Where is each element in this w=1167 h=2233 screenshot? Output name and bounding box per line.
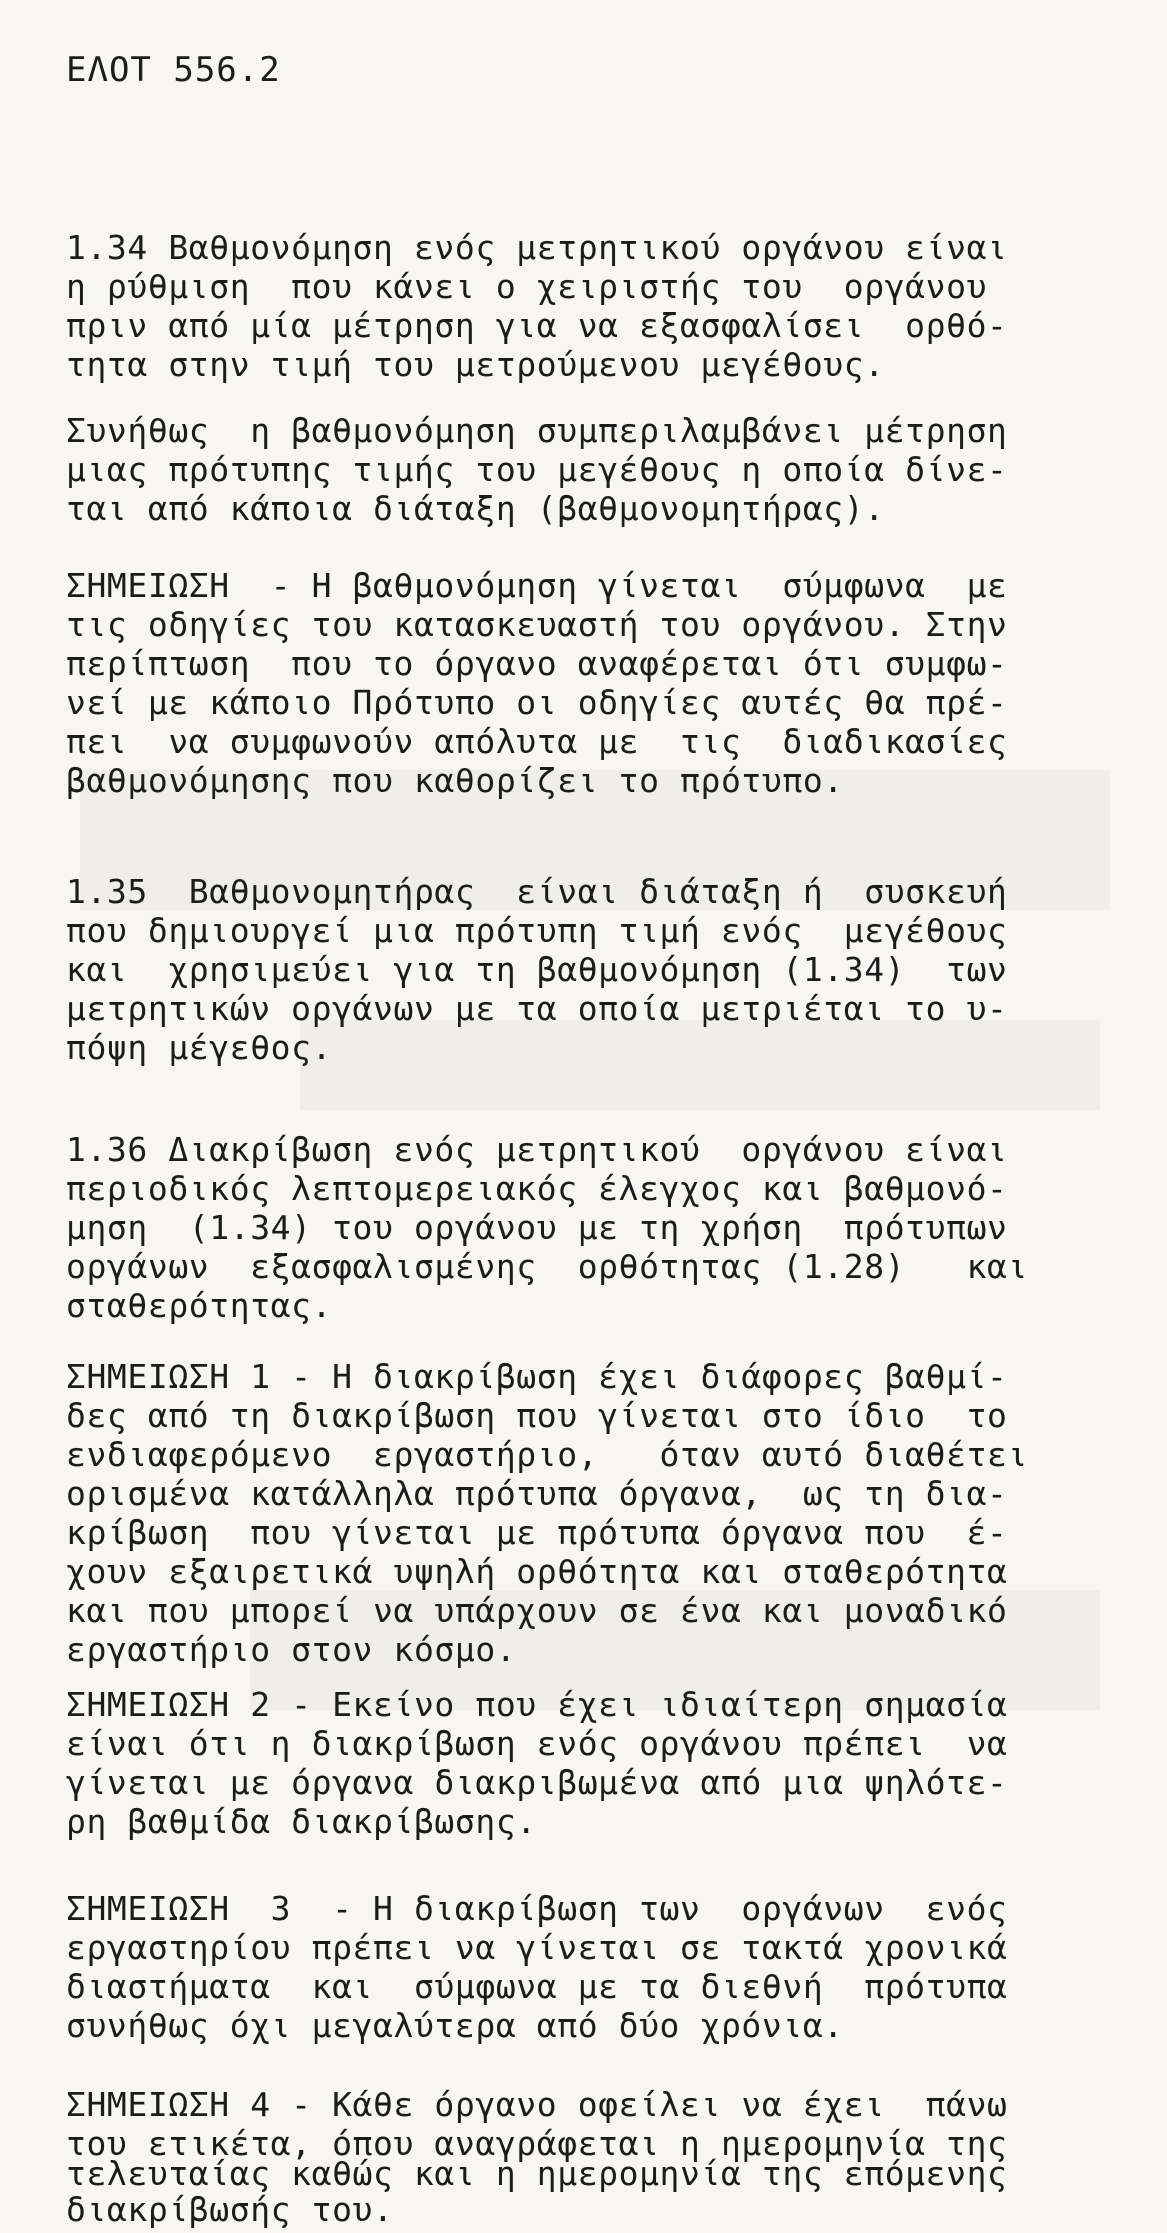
note-line: δες από τη διακρίβωση που γίνεται στο ίδιο το — [66, 1396, 1008, 1435]
note-line: και που μπορεί να υπάρχουν σε ένα και μοναδικό — [66, 1591, 1008, 1630]
note-line: ΣΗΜΕΙΩΣΗ 3 - Η διακρίβωση των οργάνων ενός — [66, 1889, 1008, 1928]
text-line: Συνήθως η βαθμονόμηση συμπεριλαμβάνει μέτρηση — [66, 411, 1008, 450]
text-line: 1.34 Βαθμονόμηση ενός μετρητικού οργάνου είναι — [66, 228, 1008, 267]
note-line: ρη βαθμίδα διακρίβωσης. — [66, 1802, 537, 1841]
note-line: βαθμονόμησης που καθορίζει το πρότυπο. — [66, 761, 844, 800]
text-line: 1.35 Βαθμονομητήρας είναι διάταξη ή συσκευή — [66, 872, 1008, 911]
text-line: τητα στην τιμή του μετρούμενου μεγέθους. — [66, 345, 885, 384]
note-line: εργαστηρίου πρέπει να γίνεται σε τακτά χρονικά — [66, 1928, 1008, 1967]
text-line: σταθερότητας. — [66, 1286, 333, 1325]
note-line: ενδιαφερόμενο εργαστήριο, όταν αυτό διαθέτει — [66, 1435, 1028, 1474]
note-line: νεί με κάποιο Πρότυπο οι οδηγίες αυτές θα πρέ- — [66, 683, 1008, 722]
note-line: του ετικέτα, όπου αναγράφεται η ημερομηνία της — [66, 2124, 1008, 2163]
text-line: ται από κάποια διάταξη (βαθμονομητήρας). — [66, 489, 885, 528]
text-line: περιοδικός λεπτομερειακός έλεγχος και βαθμονό- — [66, 1169, 1008, 1208]
text-line: μηση (1.34) του οργάνου με τη χρήση πρότυπων — [66, 1208, 1008, 1247]
note-line: περίπτωση που το όργανο αναφέρεται ότι συμφω- — [66, 644, 1008, 683]
note-line: πει να συμφωνούν απόλυτα με τις διαδικασίες — [66, 722, 1008, 761]
note-line: κρίβωση που γίνεται με πρότυπα όργανα που έ- — [66, 1513, 1008, 1552]
note-line: διαστήματα και σύμφωνα με τα διεθνή πρότυπα — [66, 1967, 1008, 2006]
note-line: ΣΗΜΕΙΩΣΗ 1 - Η διακρίβωση έχει διάφορες βαθμί- — [66, 1357, 1008, 1396]
document-code: ΕΛΟΤ 556.2 — [66, 50, 281, 90]
text-line: πριν από μία μέτρηση για να εξασφαλίσει ορθό- — [66, 306, 1008, 345]
note-line: γίνεται με όργανα διακριβωμένα από μια ψηλότε- — [66, 1763, 1008, 1802]
text-line: η ρύθμιση που κάνει ο χειριστής του οργάνου — [66, 267, 988, 306]
text-line: που δημιουργεί μια πρότυπη τιμή ενός μεγέθους — [66, 911, 1008, 950]
note-line: είναι ότι η διακρίβωση ενός οργάνου πρέπει να — [66, 1724, 1008, 1763]
text-line: 1.36 Διακρίβωση ενός μετρητικού οργάνου είναι — [66, 1130, 1008, 1169]
text-line: μετρητικών οργάνων με τα οποία μετριέται το υ- — [66, 989, 1008, 1028]
note-line: ΣΗΜΕΙΩΣΗ - Η βαθμονόμηση γίνεται σύμφωνα με — [66, 566, 1008, 605]
note-line: ορισμένα κατάλληλα πρότυπα όργανα, ως τη δια- — [66, 1474, 1008, 1513]
text-line: οργάνων εξασφαλισμένης ορθότητας (1.28) και — [66, 1247, 1028, 1286]
text-line: πόψη μέγεθος. — [66, 1028, 333, 1067]
note-line: ΣΗΜΕΙΩΣΗ 4 - Κάθε όργανο οφείλει να έχει πάνω — [66, 2085, 1008, 2124]
text-line: και χρησιμεύει για τη βαθμονόμηση (1.34) των — [66, 950, 1008, 989]
note-line: ΣΗΜΕΙΩΣΗ 2 - Εκείνο που έχει ιδιαίτερη σημασία — [66, 1685, 1008, 1724]
text-line: μιας πρότυπης τιμής του μεγέθους η οποία δίνε- — [66, 450, 1008, 489]
note-line: συνήθως όχι μεγαλύτερα από δύο χρόνια. — [66, 2006, 844, 2045]
note-line: διακρίβωσής του. — [66, 2190, 394, 2229]
note-line: εργαστήριο στον κόσμο. — [66, 1630, 517, 1669]
note-line: χουν εξαιρετικά υψηλή ορθότητα και σταθερότητα — [66, 1552, 1008, 1591]
note-line: τις οδηγίες του κατασκευαστή του οργάνου. Στην — [66, 605, 1008, 644]
note-line: τελευταίας καθώς και η ημερομηνία της επόμενης — [66, 2154, 1008, 2193]
